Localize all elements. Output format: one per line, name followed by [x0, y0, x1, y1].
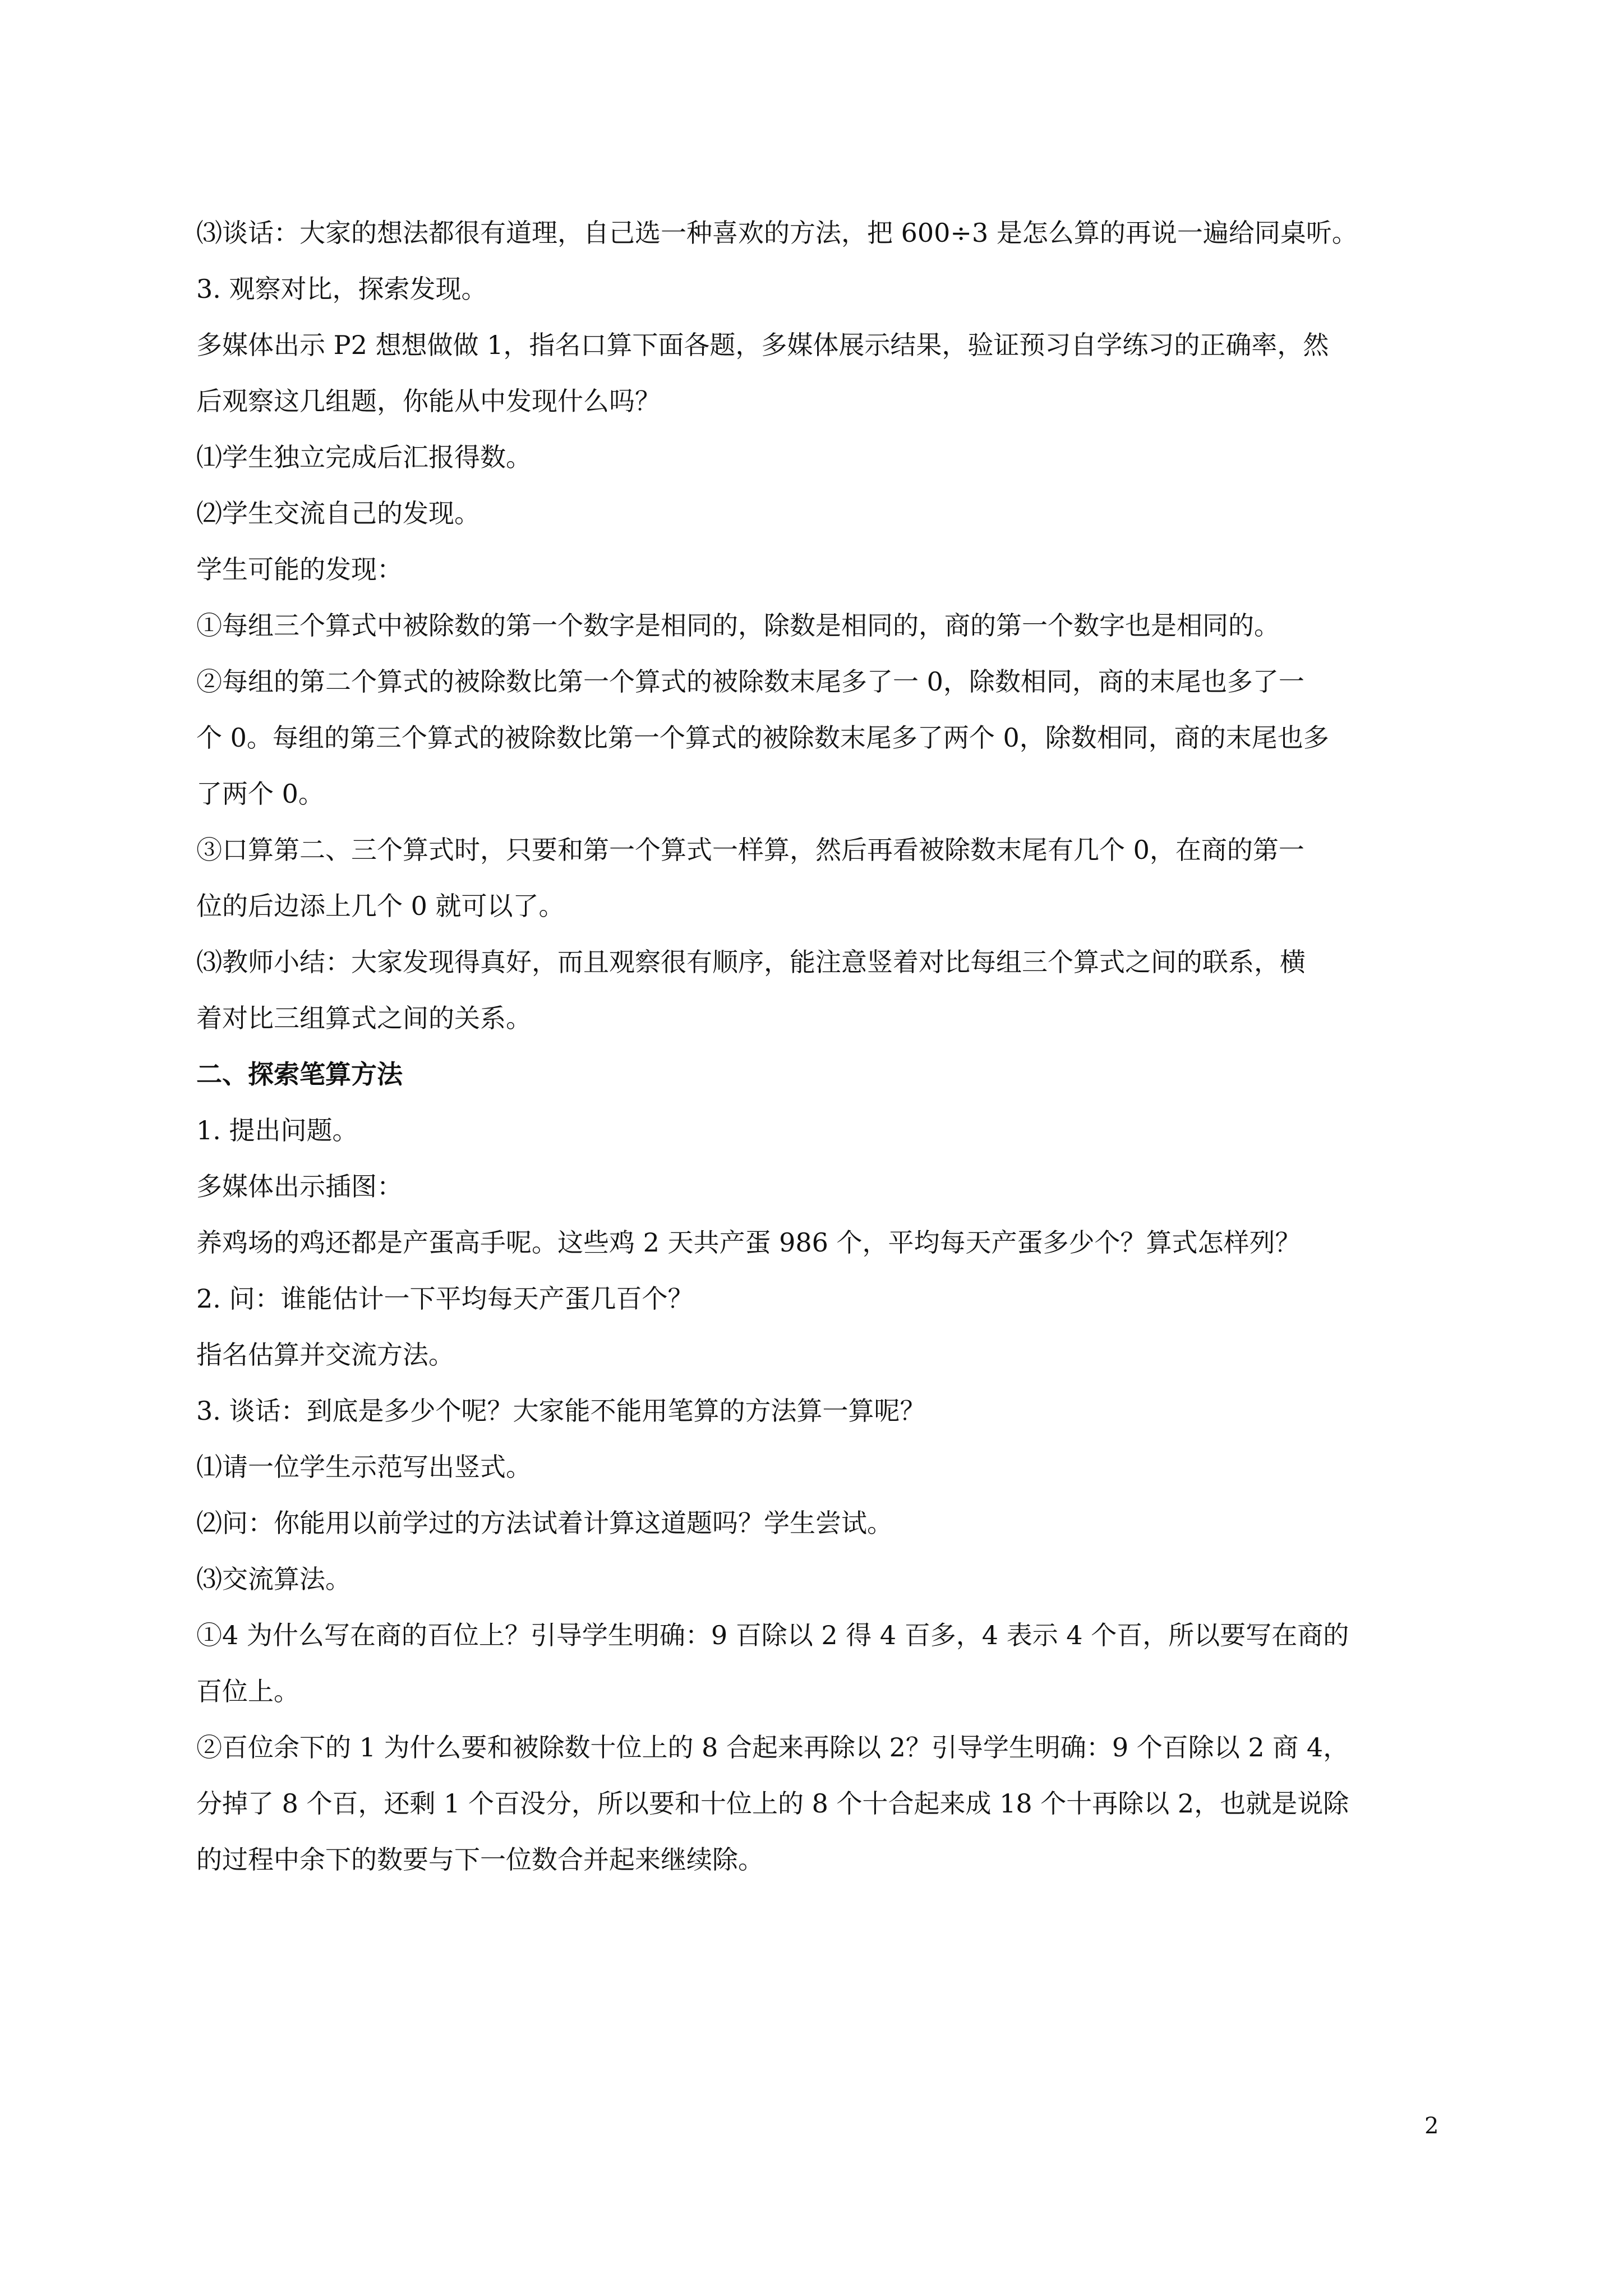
paragraph-line: 学生可能的发现： [196, 554, 403, 585]
paragraph-line: 的过程中余下的数要与下一位数合并起来继续除。 [196, 1844, 764, 1875]
paragraph-line: 百位上。 [196, 1676, 299, 1706]
document-body [196, 205, 1436, 1888]
paragraph-line: 3. 观察对比，探索发现。 [196, 274, 487, 304]
paragraph-line: 了两个 0。 [196, 779, 324, 809]
paragraph-line: ⑴请一位学生示范写出竖式。 [196, 1452, 532, 1482]
paragraph-line: 多媒体出示 P2 想想做做 1，指名口算下面各题，多媒体展示结果，验证预习自学练习的正确率，然 [196, 330, 1329, 360]
paragraph-line: ②每组的第二个算式的被除数比第一个算式的被除数末尾多了一 0，除数相同，商的末尾也多了一 [196, 666, 1304, 697]
paragraph-line: 养鸡场的鸡还都是产蛋高手呢。这些鸡 2 天共产蛋 986 个，平均每天产蛋多少个？算式怎样列？ [196, 1227, 1301, 1258]
paragraph-line: ②百位余下的 1 为什么要和被除数十位上的 8 合起来再除以 2？引导学生明确：9 个百除以 2 商 4， [196, 1732, 1349, 1763]
paragraph-line: ①每组三个算式中被除数的第一个数字是相同的，除数是相同的，商的第一个数字也是相同的。 [196, 610, 1280, 641]
paragraph-line: ①4 为什么写在商的百位上？引导学生明确：9 百除以 2 得 4 百多，4 表示 4 个百，所以要写在商的 [196, 1620, 1349, 1650]
paragraph-line: ③口算第二、三个算式时，只要和第一个算式一样算，然后再看被除数末尾有几个 0，在商的第一 [196, 835, 1304, 865]
paragraph-line: 位的后边添上几个 0 就可以了。 [196, 891, 565, 921]
paragraph-line: ⑶教师小结：大家发现得真好，而且观察很有顺序，能注意竖着对比每组三个算式之间的联系，横 [196, 947, 1306, 977]
paragraph-line: ⑶谈话：大家的想法都很有道理，自己选一种喜欢的方法，把 600÷3 是怎么算的再说一遍给同桌听。 [196, 218, 1358, 248]
paragraph-line: 着对比三组算式之间的关系。 [196, 1003, 532, 1033]
paragraph-line: ⑴学生独立完成后汇报得数。 [196, 442, 532, 472]
page-number: 2 [1424, 2113, 1439, 2139]
paragraph-line: ⑵学生交流自己的发现。 [196, 498, 480, 528]
paragraph-line: 个 0。每组的第三个算式的被除数比第一个算式的被除数末尾多了两个 0，除数相同，商的末尾也多 [196, 723, 1329, 753]
paragraph-line: 3. 谈话：到底是多少个呢？大家能不能用笔算的方法算一算呢？ [196, 1396, 926, 1426]
paragraph-line: 后观察这几组题，你能从中发现什么吗？ [196, 386, 661, 416]
paragraph-line: 1. 提出问题。 [196, 1115, 358, 1145]
paragraph-line: 分掉了 8 个百，还剩 1 个百没分，所以要和十位上的 8 个十合起来成 18 个十再除以 2，也就是说除 [196, 1788, 1349, 1819]
paragraph-line: 指名估算并交流方法。 [196, 1340, 454, 1370]
paragraph-line: ⑵问：你能用以前学过的方法试着计算这道题吗？学生尝试。 [196, 1508, 893, 1538]
paragraph-line: 2. 问：谁能估计一下平均每天产蛋几百个？ [196, 1283, 694, 1314]
section-heading: 二、探索笔算方法 [196, 1059, 403, 1089]
paragraph-line: 多媒体出示插图： [196, 1171, 403, 1202]
paragraph-line: ⑶交流算法。 [196, 1564, 351, 1594]
